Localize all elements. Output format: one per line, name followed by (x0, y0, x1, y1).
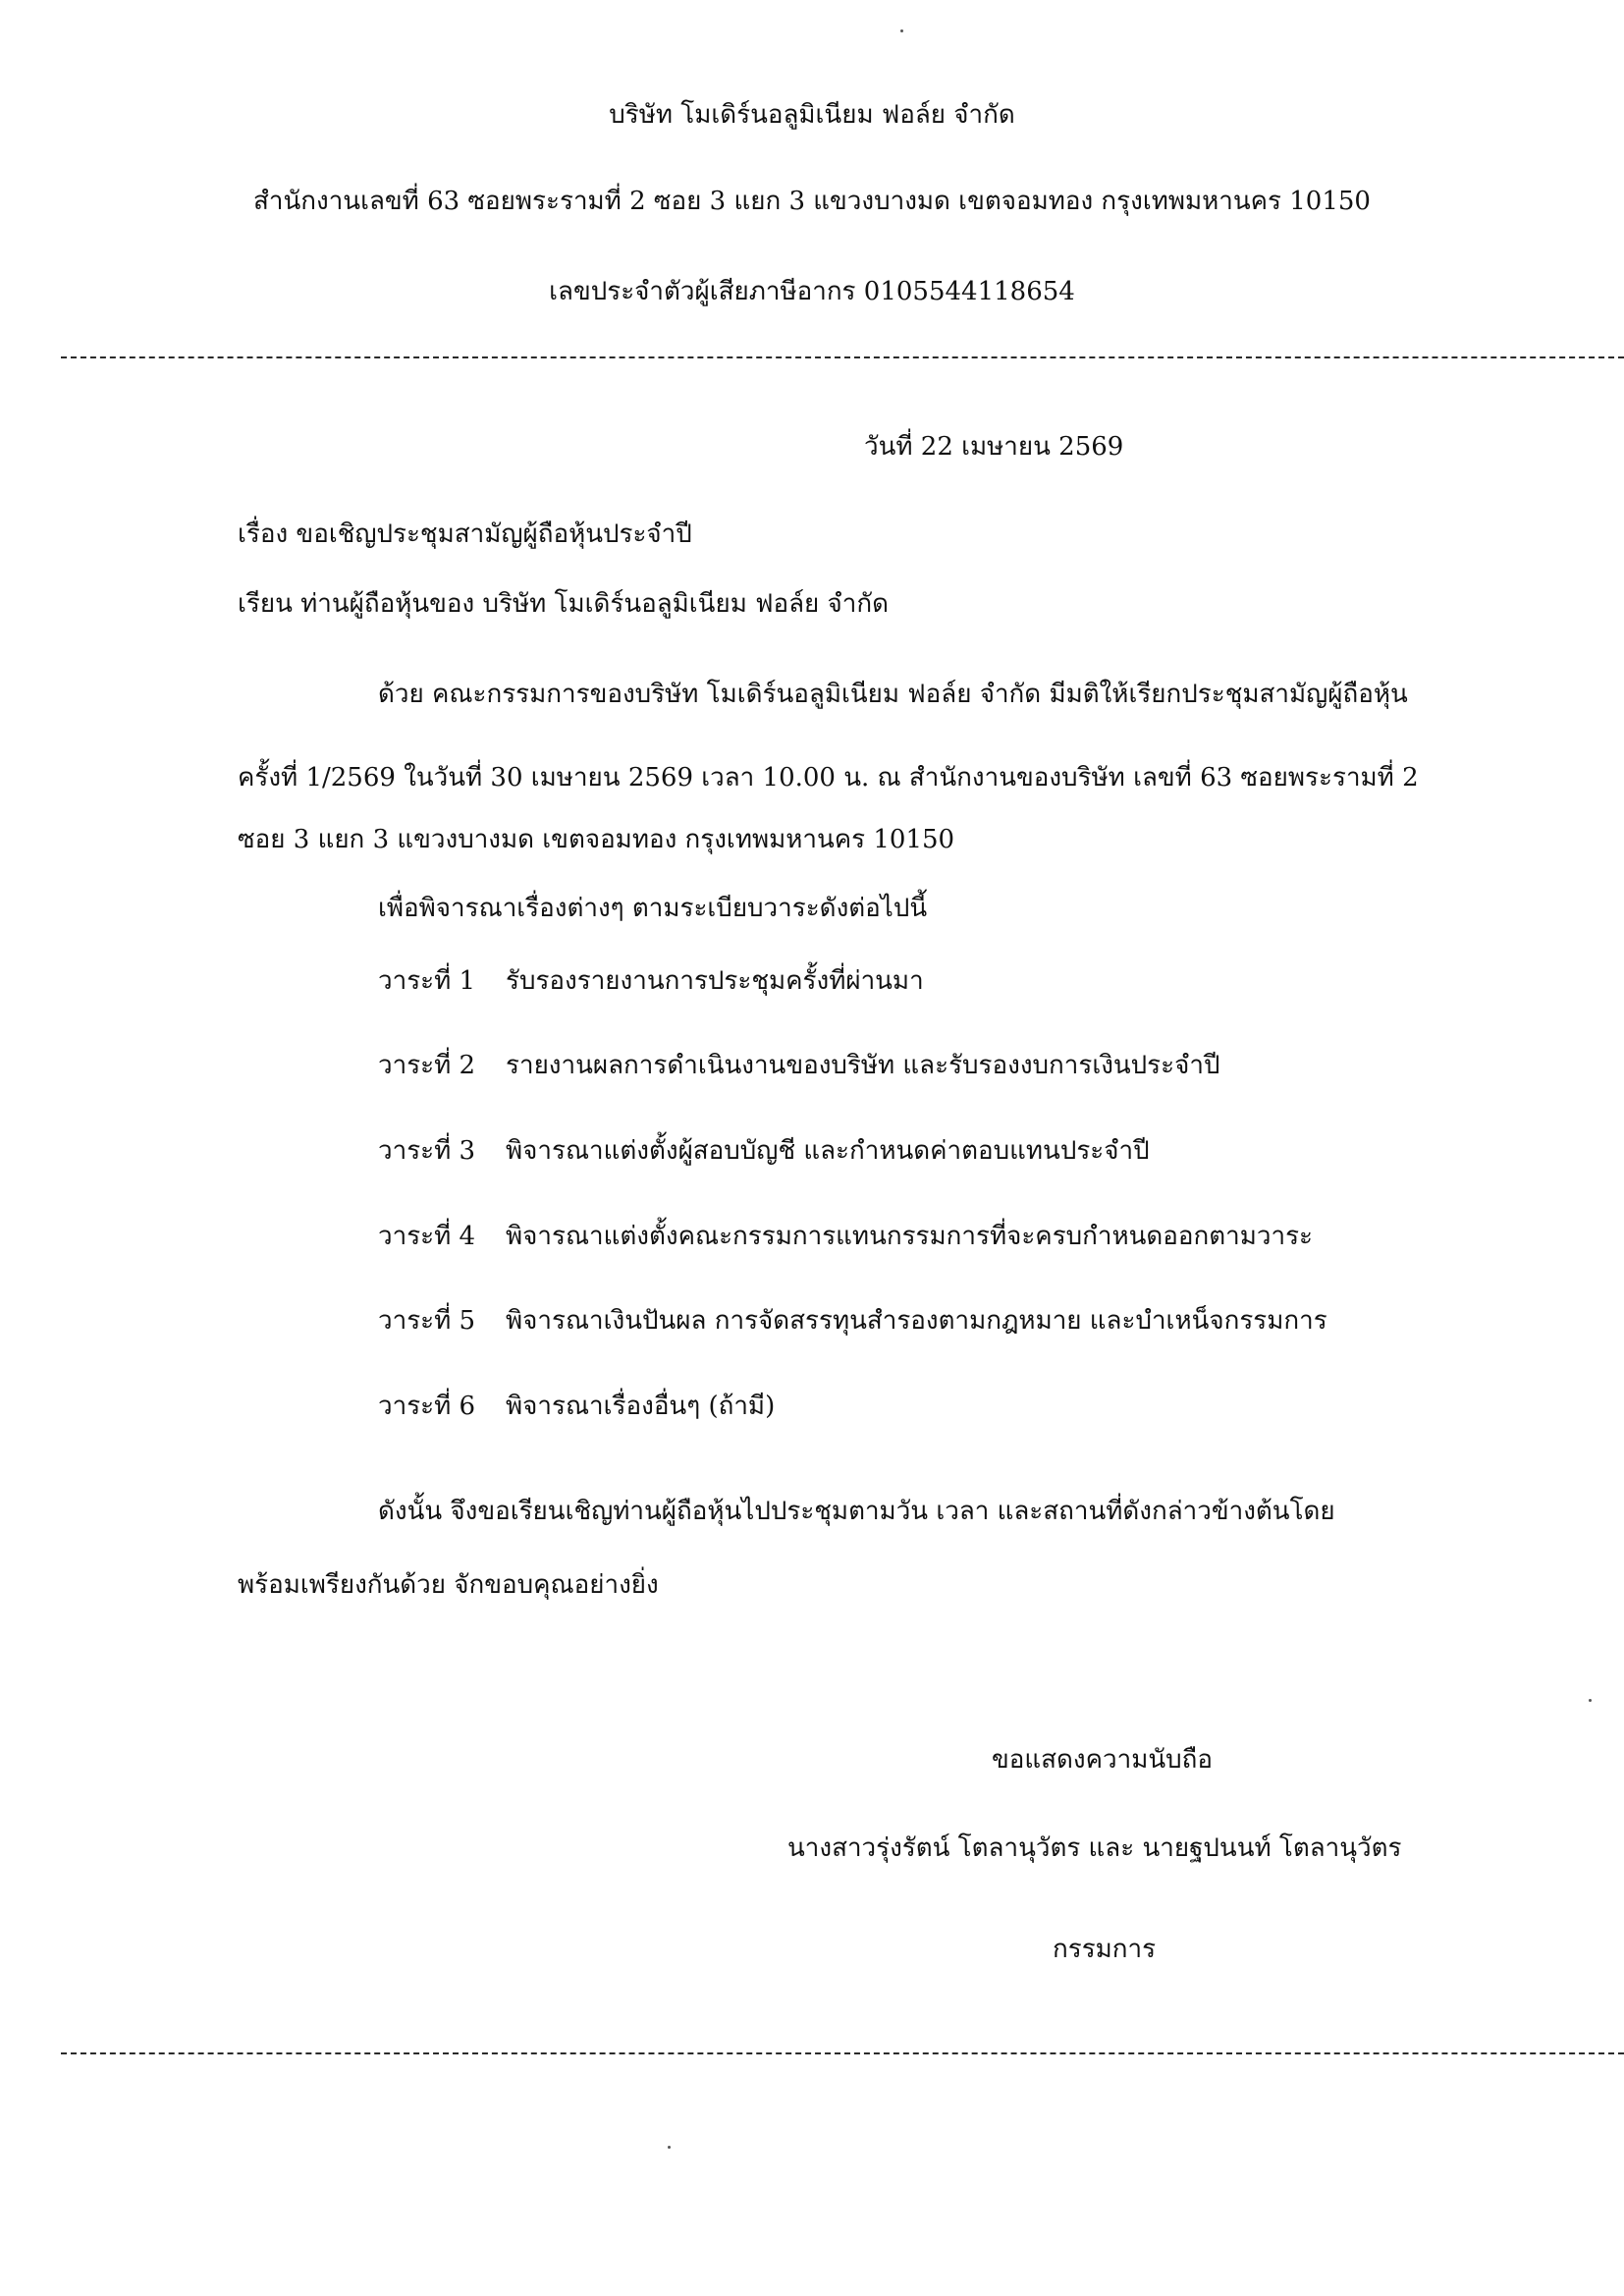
agenda-text: พิจารณาแต่งตั้งคณะกรรมการแทนกรรมการที่จะครบกำหนดออกตามวาระ (506, 1222, 1314, 1251)
agenda-text: รายงานผลการดำเนินงานของบริษัท และรับรองงบการเงินประจำปี (506, 1051, 1220, 1080)
company-name: บริษัท โมเดิร์นอลูมิเนียม ฟอล์ย จำกัด (609, 100, 1015, 130)
header-divider (61, 356, 1624, 358)
company-address: สำนักงานเลขที่ 63 ซอยพระรามที่ 2 ซอย 3 แยก 3 แขวงบางมด เขตจอมทอง กรุงเทพมหานคร 10150 (253, 187, 1371, 216)
agenda-item (378, 1134, 1150, 1168)
body-line-1: ด้วย คณะกรรมการของบริษัท โมเดิร์นอลูมิเนียม ฟอล์ย จำกัด มีมติให้เรียกประชุมสามัญผู้ถือหุ้น (378, 680, 1408, 709)
regards: ขอแสดงความนับถือ (992, 1745, 1213, 1775)
scan-speck (668, 2146, 671, 2149)
agenda-item (378, 1220, 1313, 1253)
agenda-text: รับรองรายงานการประชุมครั้งที่ผ่านมา (506, 966, 924, 996)
agenda-number: วาระที่ 3 (378, 1136, 476, 1166)
agenda-intro: เพื่อพิจารณาเรื่องต่างๆ ตามระเบียบวาระดังต่อไปนี้ (378, 894, 928, 923)
footer-divider (61, 2052, 1624, 2054)
scan-speck (1589, 1699, 1592, 1702)
signatory-names: นางสาวรุ่งรัตน์ โตลานุวัตร และ นายฐปนนท์ โตลานุวัตร (787, 1833, 1402, 1863)
agenda-number: วาระที่ 2 (378, 1051, 476, 1080)
agenda-item (378, 1304, 1327, 1338)
agenda-text: พิจารณาเงินปันผล การจัดสรรทุนสำรองตามกฎหมาย และบำเหน็จกรรมการ (506, 1306, 1327, 1336)
agenda-item (378, 1390, 775, 1423)
closing-line-2: พร้อมเพรียงกันด้วย จักขอบคุณอย่างยิ่ง (238, 1570, 659, 1600)
agenda-item (378, 964, 924, 998)
letter-date: วันที่ 22 เมษายน 2569 (864, 432, 1124, 462)
tax-id: เลขประจำตัวผู้เสียภาษีอากร 0105544118654 (549, 277, 1075, 306)
agenda-text: พิจารณาแต่งตั้งผู้สอบบัญชี และกำหนดค่าตอบแทนประจำปี (506, 1136, 1150, 1166)
agenda-number: วาระที่ 6 (378, 1392, 476, 1421)
body-line-2: ครั้งที่ 1/2569 ในวันที่ 30 เมษายน 2569 เวลา 10.00 น. ณ สำนักงานของบริษัท เลขที่ 63 ซอยพระรามที่ 2 (238, 763, 1419, 793)
signatory-title: กรรมการ (1053, 1935, 1157, 1964)
closing-line-1: ดังนั้น จึงขอเรียนเชิญท่านผู้ถือหุ้นไปประชุมตามวัน เวลา และสถานที่ดังกล่าวข้างต้นโดย (378, 1497, 1335, 1526)
agenda-text: พิจารณาเรื่องอื่นๆ (ถ้ามี) (506, 1392, 776, 1421)
agenda-number: วาระที่ 4 (378, 1222, 476, 1251)
body-line-3: ซอย 3 แยก 3 แขวงบางมด เขตจอมทอง กรุงเทพมหานคร 10150 (238, 825, 955, 854)
letter-subject: เรื่อง ขอเชิญประชุมสามัญผู้ถือหุ้นประจำปี (238, 519, 692, 549)
scan-speck (900, 29, 903, 32)
agenda-number: วาระที่ 5 (378, 1306, 476, 1336)
agenda-item (378, 1049, 1219, 1082)
letter-recipient: เรียน ท่านผู้ถือหุ้นของ บริษัท โมเดิร์นอลูมิเนียม ฟอล์ย จำกัด (238, 589, 890, 619)
agenda-number: วาระที่ 1 (378, 966, 476, 996)
